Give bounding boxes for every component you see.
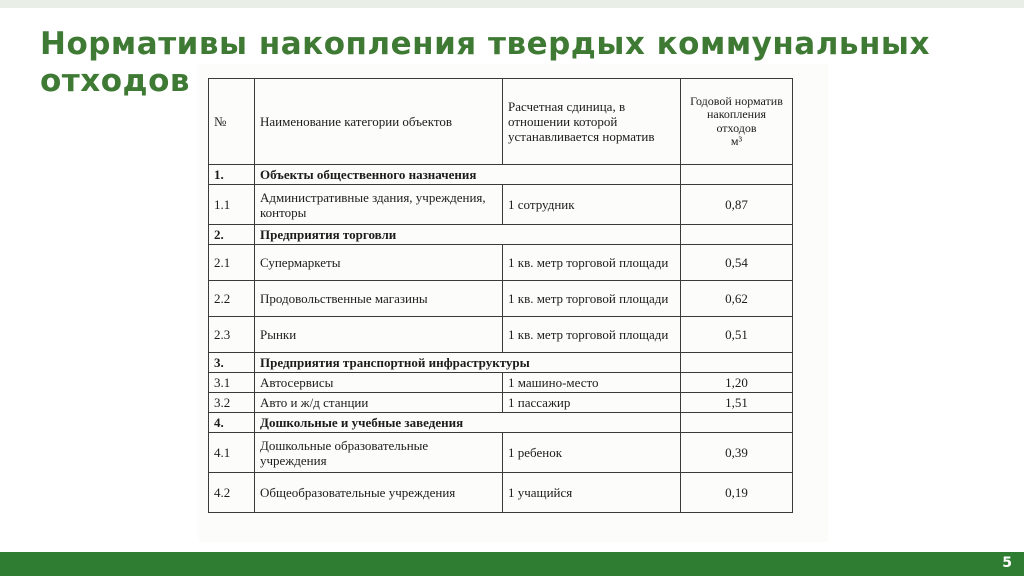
row-num: 1.1 [209, 185, 255, 225]
section-empty-cell [681, 353, 793, 373]
section-row [209, 353, 793, 373]
row-num: 2.3 [209, 317, 255, 353]
row-name: Авто и ж/д станции [255, 393, 503, 413]
row-unit: 1 пассажир [503, 393, 681, 413]
row-unit: 1 учащийся [503, 473, 681, 513]
table-row [209, 185, 793, 225]
table-row [209, 393, 793, 413]
row-value: 1,51 [681, 393, 793, 413]
row-num: 3.2 [209, 393, 255, 413]
row-name: Дошкольные образовательные учреждения [255, 433, 503, 473]
section-num: 4. [209, 413, 255, 433]
header-value-unit: м³ [730, 134, 743, 148]
section-row [209, 225, 793, 245]
row-value: 0,19 [681, 473, 793, 513]
row-unit: 1 машино-место [503, 373, 681, 393]
section-title: Дошкольные и учебные заведения [255, 413, 681, 433]
row-name: Общеобразовательные учреждения [255, 473, 503, 513]
table-row [209, 317, 793, 353]
section-num: 2. [209, 225, 255, 245]
section-title: Предприятия транспортной инфраструктуры [255, 353, 681, 373]
row-value: 0,54 [681, 245, 793, 281]
header-num: № [209, 79, 255, 165]
row-name: Супермаркеты [255, 245, 503, 281]
table-header-row [209, 79, 793, 165]
row-num: 4.2 [209, 473, 255, 513]
table-row [209, 281, 793, 317]
header-value [681, 79, 793, 165]
table-row [209, 473, 793, 513]
header-name: Наименование категории объектов [255, 79, 503, 165]
header-unit: Расчетная сдиница, в отношении которой устанавливается норматив [503, 79, 681, 165]
row-value: 0,62 [681, 281, 793, 317]
row-unit: 1 ребенок [503, 433, 681, 473]
section-empty-cell [681, 225, 793, 245]
row-value: 0,51 [681, 317, 793, 353]
table-row [209, 433, 793, 473]
row-name: Продовольственные магазины [255, 281, 503, 317]
bottom-bar [0, 552, 1024, 576]
top-strip [0, 0, 1024, 8]
row-value: 1,20 [681, 373, 793, 393]
row-num: 3.1 [209, 373, 255, 393]
section-num: 1. [209, 165, 255, 185]
row-value: 0,87 [681, 185, 793, 225]
slide-title: Нормативы накопления твердых коммунальных отходов [40, 26, 930, 99]
table-row [209, 245, 793, 281]
row-unit: 1 кв. метр торговой площади [503, 281, 681, 317]
table-row [209, 373, 793, 393]
row-unit: 1 сотрудник [503, 185, 681, 225]
row-name: Рынки [255, 317, 503, 353]
row-num: 2.1 [209, 245, 255, 281]
section-title: Объекты общественного назначения [255, 165, 681, 185]
row-num: 2.2 [209, 281, 255, 317]
section-row [209, 165, 793, 185]
row-unit: 1 кв. метр торговой площади [503, 317, 681, 353]
section-empty-cell [681, 165, 793, 185]
section-empty-cell [681, 413, 793, 433]
page-number: 5 [1002, 555, 1012, 571]
row-num: 4.1 [209, 433, 255, 473]
row-unit: 1 кв. метр торговой площади [503, 245, 681, 281]
waste-norms-table [208, 78, 793, 513]
header-value-label: Годовой норматив накопления отходов [690, 93, 783, 135]
row-value: 0,39 [681, 433, 793, 473]
section-row [209, 413, 793, 433]
section-title: Предприятия торговли [255, 225, 681, 245]
section-num: 3. [209, 353, 255, 373]
row-name: Автосервисы [255, 373, 503, 393]
row-name: Административные здания, учреждения, конторы [255, 185, 503, 225]
scanned-table-image [198, 64, 828, 542]
